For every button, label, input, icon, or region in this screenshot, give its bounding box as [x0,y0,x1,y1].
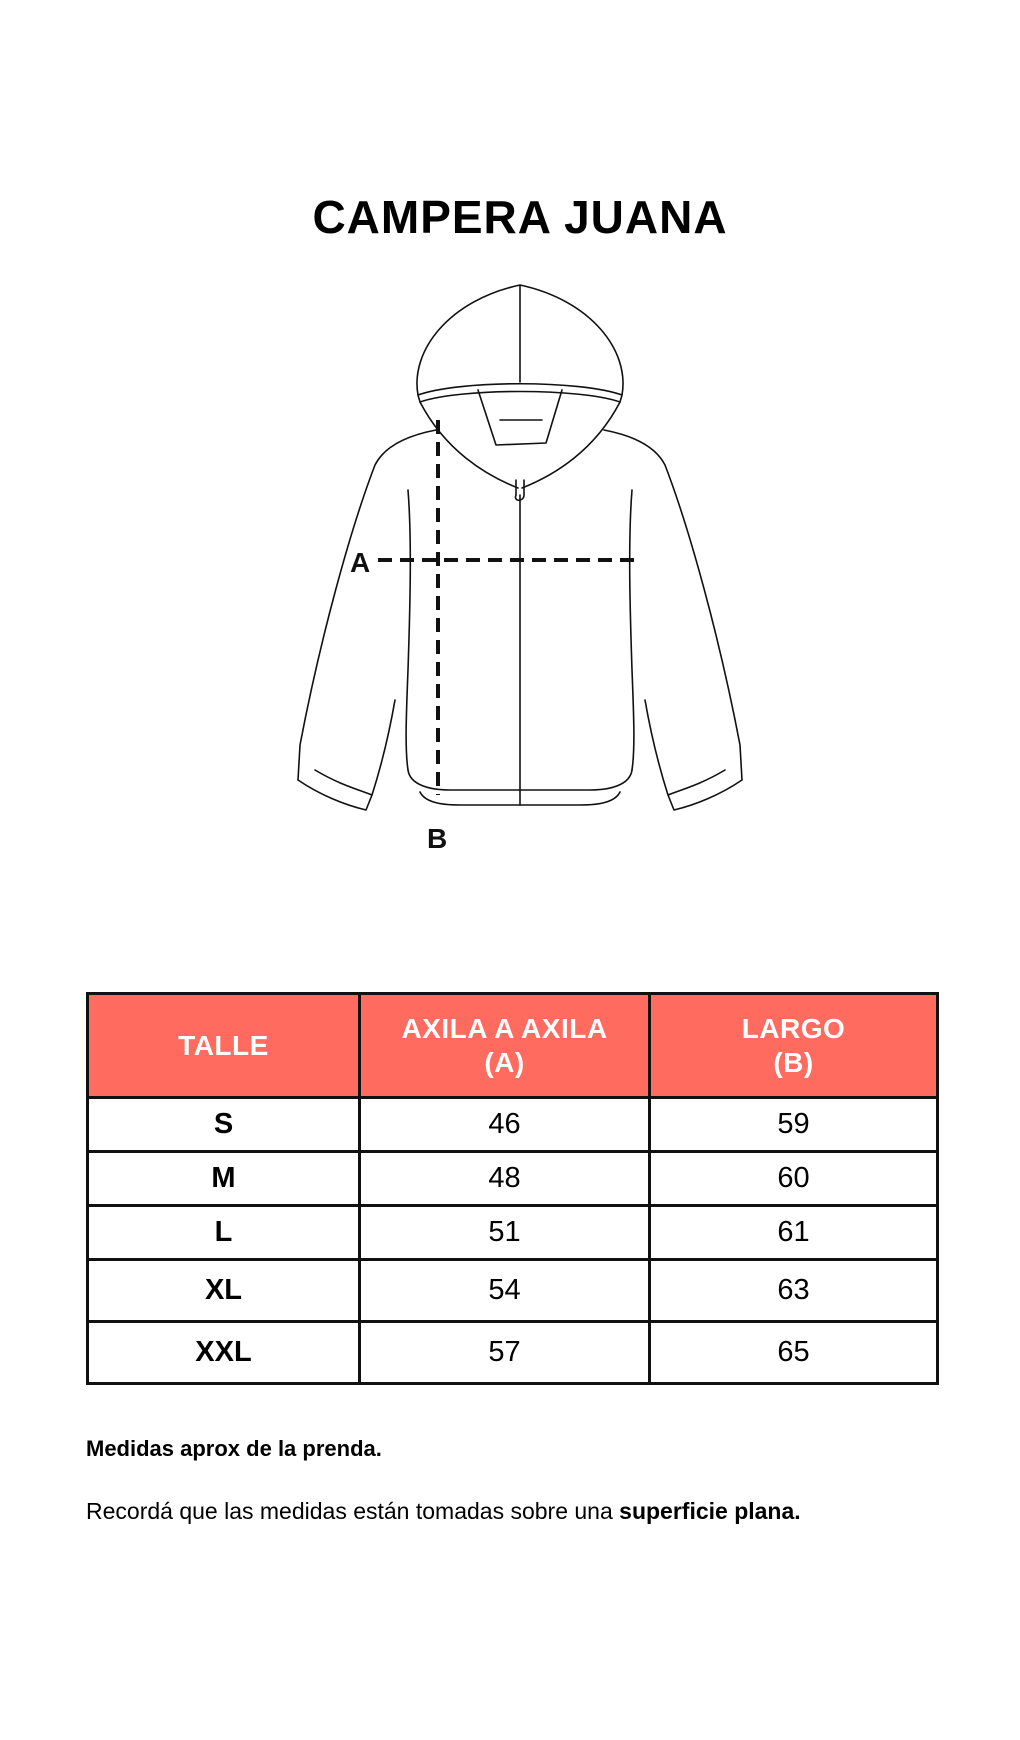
right-inner-arm [645,700,668,795]
header-talle [88,994,360,1098]
header-axila-label: AXILA A AXILA [401,1012,608,1044]
table-row [88,1322,938,1384]
neck-back [478,390,562,445]
flat-surface-note-text: Recordá que las medidas están tomadas sobre una [86,1498,620,1524]
label-a: A [350,547,371,578]
label-b: B [427,823,448,854]
header-axila-sub: (A) [484,1046,525,1078]
table-header-row [88,994,938,1098]
cell-axila: 51 [360,1206,650,1260]
cell-axila: 57 [360,1322,650,1384]
cell-largo: 60 [650,1152,938,1206]
header-largo-sub: (B) [773,1046,814,1078]
left-shoulder [298,430,436,780]
cell-talle: L [88,1206,360,1260]
cell-largo: 63 [650,1260,938,1322]
left-cuff [298,770,372,810]
cell-largo: 65 [650,1322,938,1384]
right-cuff [668,770,742,810]
hood-rim [418,384,622,402]
flat-surface-note-emphasis: superficie plana. [619,1498,801,1524]
hoodie-illustration [260,280,780,860]
flat-surface-note [86,1498,801,1525]
cell-talle: S [88,1098,360,1152]
cell-largo: 61 [650,1206,938,1260]
cell-talle: XXL [88,1322,360,1384]
cell-talle: M [88,1152,360,1206]
cell-axila: 54 [360,1260,650,1322]
page-title: CAMPERA JUANA [312,191,728,243]
table-row [88,1152,938,1206]
header-largo [650,994,938,1098]
cell-talle: XL [88,1260,360,1322]
table-row [88,1206,938,1260]
left-inner-arm [372,700,395,795]
table-row [88,1260,938,1322]
size-table [86,992,939,1385]
cell-axila: 48 [360,1152,650,1206]
measurement-note: Medidas aprox de la prenda. [86,1436,382,1461]
inner-collar-right [522,402,620,488]
right-shoulder [604,430,742,780]
cell-largo: 59 [650,1098,938,1152]
header-axila [360,994,650,1098]
right-body-side [630,490,634,770]
header-largo-label: LARGO [741,1012,846,1044]
cell-axila: 46 [360,1098,650,1152]
jacket-diagram [260,280,780,860]
table-row [88,1098,938,1152]
left-body-side [406,490,410,770]
header-talle-label: TALLE [178,1029,269,1061]
